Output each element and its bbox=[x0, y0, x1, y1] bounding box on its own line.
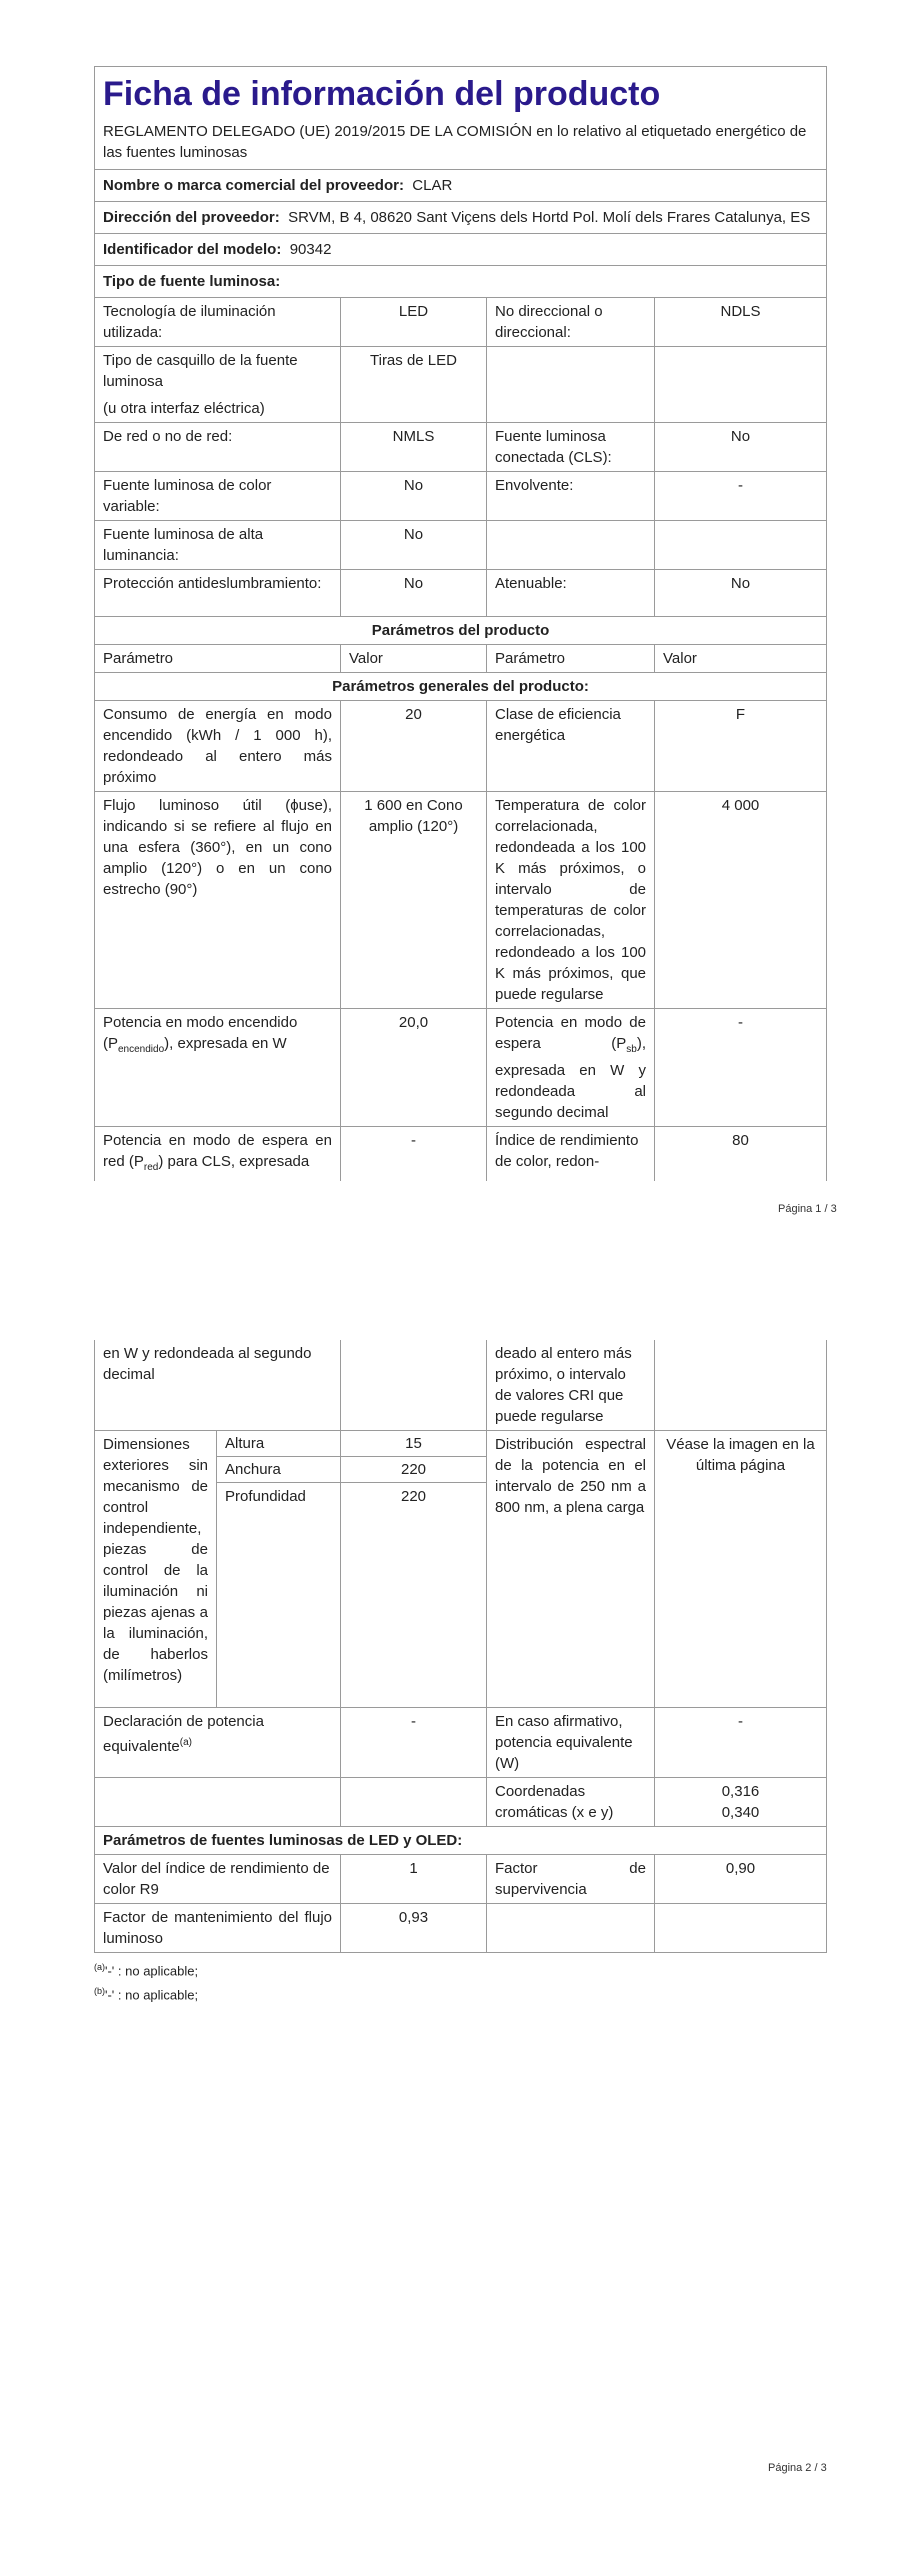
source-row bbox=[95, 521, 827, 570]
energy-consumption-value: 20 bbox=[341, 701, 487, 792]
network-standby-power-value: - bbox=[341, 1127, 487, 1182]
equivalent-power-label bbox=[95, 1708, 341, 1778]
on-mode-power-label bbox=[95, 1009, 341, 1127]
equivalent-power-value: - bbox=[341, 1708, 487, 1778]
empty-cell bbox=[655, 1904, 827, 1953]
empty-cell bbox=[341, 1778, 487, 1827]
standby-power-text: Potencia en modo de espera (P bbox=[495, 1014, 646, 1052]
title-block bbox=[95, 67, 827, 170]
source-value: LED bbox=[341, 298, 487, 347]
on-mode-power-text: Potencia en modo encendido (P bbox=[103, 1014, 298, 1052]
source-row bbox=[95, 298, 827, 347]
dim-name: Altura bbox=[217, 1431, 341, 1457]
efficiency-class-label: Clase de eficiencia energética bbox=[487, 701, 655, 792]
equivalent-power-text: Declaración de potencia equivalente bbox=[103, 1713, 264, 1755]
source-label: Protección antideslumbramiento: bbox=[95, 570, 341, 617]
supplier-address-row bbox=[95, 202, 827, 234]
source-label bbox=[487, 521, 655, 570]
dims-row bbox=[95, 1431, 827, 1457]
param-row bbox=[95, 1904, 827, 1953]
col-header-value: Valor bbox=[655, 645, 827, 673]
product-info-table-part-2 bbox=[94, 1340, 827, 1953]
source-value bbox=[655, 347, 827, 423]
empty-cell bbox=[487, 1904, 655, 1953]
source-value: - bbox=[655, 472, 827, 521]
source-value: No bbox=[341, 570, 487, 617]
network-standby-text: ) para CLS, expresada bbox=[158, 1153, 310, 1170]
supplier-address-label: Dirección del proveedor: bbox=[103, 209, 280, 226]
on-mode-power-sub: encendido bbox=[118, 1044, 165, 1055]
dim-name: Profundidad bbox=[217, 1483, 341, 1708]
spectral-distribution-label: Distribución espectral de la potencia en el intervalo de 250 nm a 800 nm, a plena carga bbox=[487, 1431, 655, 1708]
page-2 bbox=[0, 1250, 919, 2560]
page-1 bbox=[0, 0, 919, 1250]
dim-value: 220 bbox=[341, 1457, 487, 1483]
source-label-line: Tipo de casquillo de la fuente luminosa bbox=[103, 352, 298, 390]
network-standby-sub: red bbox=[143, 1162, 159, 1173]
r9-value: 1 bbox=[341, 1855, 487, 1904]
survival-factor-label: Factor de supervivencia bbox=[487, 1855, 655, 1904]
model-id-row bbox=[95, 234, 827, 266]
source-value: No bbox=[341, 521, 487, 570]
source-row bbox=[95, 347, 827, 423]
source-label-line: (u otra interfaz eléctrica) bbox=[103, 400, 265, 417]
supplier-name-value: CLAR bbox=[412, 177, 453, 194]
r9-label: Valor del índice de rendimiento de color R9 bbox=[95, 1855, 341, 1904]
chromaticity-value bbox=[655, 1778, 827, 1827]
source-value: Tiras de LED bbox=[341, 347, 487, 423]
source-value: NMLS bbox=[341, 423, 487, 472]
footnote-marker: (a) bbox=[94, 1962, 105, 1972]
param-row bbox=[95, 792, 827, 1009]
param-row bbox=[95, 1778, 827, 1827]
maintenance-factor-value: 0,93 bbox=[341, 1904, 487, 1953]
source-value: No bbox=[655, 423, 827, 472]
param-row bbox=[95, 701, 827, 792]
equivalent-power-w-label: En caso afirmativo, potencia equivalente (W) bbox=[487, 1708, 655, 1778]
network-standby-power-label bbox=[95, 1127, 341, 1182]
dimensions-label: Dimensiones exteriores sin mecanismo de control independiente, piezas de control de la iluminación ni piezas ajenas a la iluminación, de haberlos (milímetros) bbox=[95, 1431, 217, 1708]
color-temperature-label: Temperatura de color correlacionada, redondeada a los 100 K más próximos, o intervalo de temperaturas de color correlacionadas, redondeado a los 100 K más próximos, que puede regularse bbox=[487, 792, 655, 1009]
source-value bbox=[655, 521, 827, 570]
luminous-flux-value: 1 600 en Cono amplio (120°) bbox=[341, 792, 487, 1009]
efficiency-class-value: F bbox=[655, 701, 827, 792]
chromaticity-label: Coordenadas cromáticas (x e y) bbox=[487, 1778, 655, 1827]
empty-cell bbox=[95, 1778, 341, 1827]
page-title: Ficha de información del producto bbox=[103, 75, 661, 113]
survival-factor-value: 0,90 bbox=[655, 1855, 827, 1904]
luminous-flux-label: Flujo luminoso útil (ϕuse), indicando si se refiere al flujo en una esfera (360°), en un cono amplio (120°) o en un cono estrecho (90°) bbox=[95, 792, 341, 1009]
network-standby-power-value-cont bbox=[341, 1340, 487, 1431]
regulation-text: REGLAMENTO DELEGADO (UE) 2019/2015 DE LA COMISIÓN en lo relativo al etiquetado energético de las fuentes luminosas bbox=[103, 123, 807, 161]
supplier-address-value: SRVM, B 4, 08620 Sant Viçens dels Hortd Pol. Molí dels Frares Catalunya, ES bbox=[288, 209, 811, 226]
param-row bbox=[95, 1127, 827, 1182]
cri-value: 80 bbox=[655, 1127, 827, 1182]
model-id-label: Identificador del modelo: bbox=[103, 241, 282, 258]
source-row bbox=[95, 423, 827, 472]
standby-power-value: - bbox=[655, 1009, 827, 1127]
source-label: Fuente luminosa conectada (CLS): bbox=[487, 423, 655, 472]
source-label: Atenuable: bbox=[487, 570, 655, 617]
source-label: Tecnología de iluminación utilizada: bbox=[95, 298, 341, 347]
source-label bbox=[487, 347, 655, 423]
source-value: NDLS bbox=[655, 298, 827, 347]
supplier-name-label: Nombre o marca comercial del proveedor: bbox=[103, 177, 404, 194]
standby-power-label bbox=[487, 1009, 655, 1127]
source-row bbox=[95, 570, 827, 617]
param-row bbox=[95, 1009, 827, 1127]
network-standby-power-label-cont: en W y redondeada al segundo decimal bbox=[95, 1340, 341, 1431]
col-header-param: Parámetro bbox=[487, 645, 655, 673]
footnote-ref: (a) bbox=[179, 1737, 192, 1748]
param-row-continued bbox=[95, 1340, 827, 1431]
footnote bbox=[94, 1957, 826, 1981]
model-id-value: 90342 bbox=[289, 241, 332, 258]
footnote-text: '-' : no aplicable; bbox=[105, 1963, 199, 1979]
led-params-heading: Parámetros de fuentes luminosas de LED y OLED: bbox=[95, 1827, 827, 1855]
source-row bbox=[95, 472, 827, 521]
dim-value: 220 bbox=[341, 1483, 487, 1708]
cri-value-cont bbox=[655, 1340, 827, 1431]
network-standby-text: Potencia en modo de espera en red (P bbox=[103, 1132, 332, 1170]
equivalent-power-w-value: - bbox=[655, 1708, 827, 1778]
on-mode-power-text: ), expresada en W bbox=[164, 1035, 287, 1052]
footnote bbox=[94, 1981, 826, 2005]
param-row bbox=[95, 1708, 827, 1778]
source-label: De red o no de red: bbox=[95, 423, 341, 472]
cri-label-cont: deado al entero más próximo, o intervalo de valores CRI que puede regularse bbox=[487, 1340, 655, 1431]
supplier-name-row bbox=[95, 170, 827, 202]
page-number: Página 1 / 3 bbox=[778, 1203, 837, 1215]
col-header-param: Parámetro bbox=[95, 645, 341, 673]
source-label: Envolvente: bbox=[487, 472, 655, 521]
col-header-value: Valor bbox=[341, 645, 487, 673]
standby-power-sub: sb bbox=[626, 1044, 637, 1055]
footnote-marker: (b) bbox=[94, 1986, 105, 1997]
source-label: Fuente luminosa de alta luminancia: bbox=[95, 521, 341, 570]
product-info-table-part-1 bbox=[94, 66, 827, 1181]
page-number: Página 2 / 3 bbox=[768, 2462, 827, 2474]
footnotes bbox=[94, 1957, 826, 2006]
spectral-distribution-value: Véase la imagen en la última página bbox=[655, 1431, 827, 1708]
source-value: No bbox=[655, 570, 827, 617]
source-label: No direccional o direccional: bbox=[487, 298, 655, 347]
source-type-heading: Tipo de fuente luminosa: bbox=[95, 266, 827, 298]
param-row bbox=[95, 1855, 827, 1904]
cri-label: Índice de rendimiento de color, redon- bbox=[487, 1127, 655, 1182]
maintenance-factor-label: Factor de mantenimiento del flujo luminoso bbox=[95, 1904, 341, 1953]
product-params-heading: Parámetros del producto bbox=[95, 617, 827, 645]
chromaticity-y: 0,340 bbox=[721, 1804, 760, 1821]
general-params-heading: Parámetros generales del producto: bbox=[95, 673, 827, 701]
standby-power-text: ), expresada en W y redondeada al segundo decimal bbox=[495, 1035, 646, 1121]
dim-value: 15 bbox=[341, 1431, 487, 1457]
column-header-row bbox=[95, 645, 827, 673]
chromaticity-x: 0,316 bbox=[721, 1783, 760, 1800]
on-mode-power-value: 20,0 bbox=[341, 1009, 487, 1127]
source-value: No bbox=[341, 472, 487, 521]
energy-consumption-label: Consumo de energía en modo encendido (kWh / 1 000 h), redondeado al entero más próximo bbox=[95, 701, 341, 792]
source-label: Fuente luminosa de color variable: bbox=[95, 472, 341, 521]
color-temperature-value: 4 000 bbox=[655, 792, 827, 1009]
source-label bbox=[95, 347, 341, 423]
footnote-text: '-' : no aplicable; bbox=[105, 1987, 199, 2003]
dim-name: Anchura bbox=[217, 1457, 341, 1483]
